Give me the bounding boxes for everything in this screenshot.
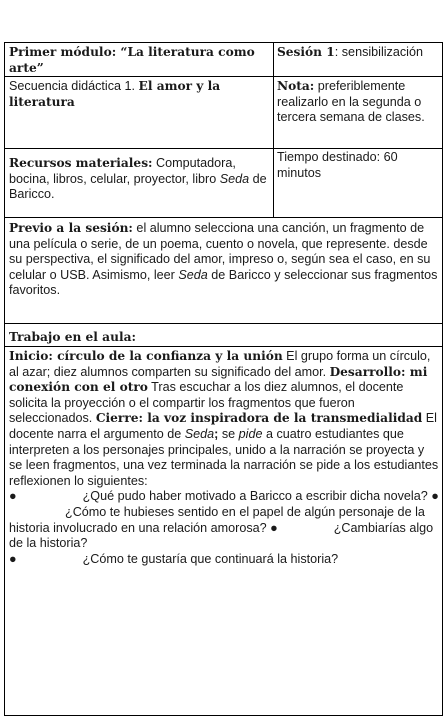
bullet-icon: ● — [9, 551, 17, 566]
previo-cell — [5, 220, 443, 300]
note-cell — [273, 78, 443, 127]
inicio-label: Inicio: círculo de la confianza y la unión — [9, 349, 283, 363]
previo-text: el alumno selecciona una canción, un fragmento de una película o serie, de un poema, cuento o novela, que represente. desde su perspectiva, el significado del amor, impreso o, según sea el caso, en su celular o USB. Asimismo, leer — [9, 221, 431, 282]
bullet-icon: ● — [9, 489, 17, 504]
resources-label: Recursos materiales: — [9, 156, 153, 170]
book-title: Seda — [178, 267, 208, 282]
cierre-text: El docente narra el argumento de — [9, 411, 437, 441]
question-2: ¿Cómo te hubieses sentido en el papel de algún personaje de la historia involucrado en una relación amorosa? — [9, 504, 425, 535]
session-cell — [273, 44, 443, 62]
row-divider — [5, 323, 442, 324]
trabajo-heading-cell — [5, 329, 443, 347]
resources-text: Computadora, bocina, libros, celular, proyector, libro — [9, 156, 236, 186]
time-cell — [273, 149, 443, 182]
question-4: ¿Cómo te gustaría que continuará la historia? — [82, 551, 339, 566]
inicio-text: El grupo forma un círculo, al azar; diez alumnos comparten su significado del amor. — [9, 349, 431, 379]
previo-label: Previo a la sesión: — [9, 221, 133, 235]
trabajo-heading: Trabajo en el aula: — [9, 330, 136, 344]
cierre-pide: pide — [238, 426, 263, 441]
desarrollo-label: Desarrollo: mi conexión con el otro — [9, 364, 428, 395]
sequence-label: Secuencia didáctica 1. — [9, 79, 136, 93]
column-divider — [273, 43, 274, 217]
cierre-text-b: se — [218, 426, 239, 441]
resources-cell — [5, 155, 273, 204]
cierre-label: Cierre: la voz inspiradora de la transmedialidad — [95, 411, 423, 426]
note-text: preferiblemente realizarlo en la segunda o tercera semana de clases. — [277, 79, 425, 125]
cierre-semicolon: ; — [214, 426, 219, 441]
session-name: : sensibilización — [334, 45, 423, 59]
bullet-icon: ● — [431, 489, 439, 504]
bullet-icon: ● — [270, 520, 278, 535]
session-label: Sesión 1 — [277, 45, 335, 59]
cierre-text-c: a cuatro estudiantes que interpreten a los personajes principales, unido a la narración se proyecta y se leen fragmentos, una vez terminada la narración se pide a los estudiantes reflexionen lo siguientes: — [9, 426, 439, 488]
resources-author: de Baricco. — [9, 171, 267, 202]
book-title: Seda — [219, 171, 250, 186]
module-title: Primer módulo: “La literatura como arte” — [9, 45, 255, 75]
time-text: Tiempo destinado: 60 minutos — [277, 150, 398, 180]
sequence-cell — [5, 78, 273, 111]
note-label: Nota: — [277, 79, 315, 93]
question-1: ¿Qué pudo haber motivado a Baricco a escribir dicha novela? — [82, 489, 428, 504]
module-title-cell — [5, 44, 273, 77]
desarrollo-text: Tras escuchar a los diez alumnos, el docente solicita la proyección o el compartir los fragmentos que fueron seleccionados. — [9, 380, 404, 426]
lesson-plan-table — [4, 42, 443, 716]
question-3: ¿Cambiarías algo de la historia? — [9, 520, 434, 551]
sequence-title: El amor y la literatura — [9, 79, 221, 109]
book-title: Seda — [184, 426, 215, 441]
trabajo-body-cell — [5, 348, 443, 568]
row-divider — [5, 217, 442, 218]
previo-text-end: de Baricco y seleccionar sus fragmentos favoritos. — [9, 267, 438, 298]
